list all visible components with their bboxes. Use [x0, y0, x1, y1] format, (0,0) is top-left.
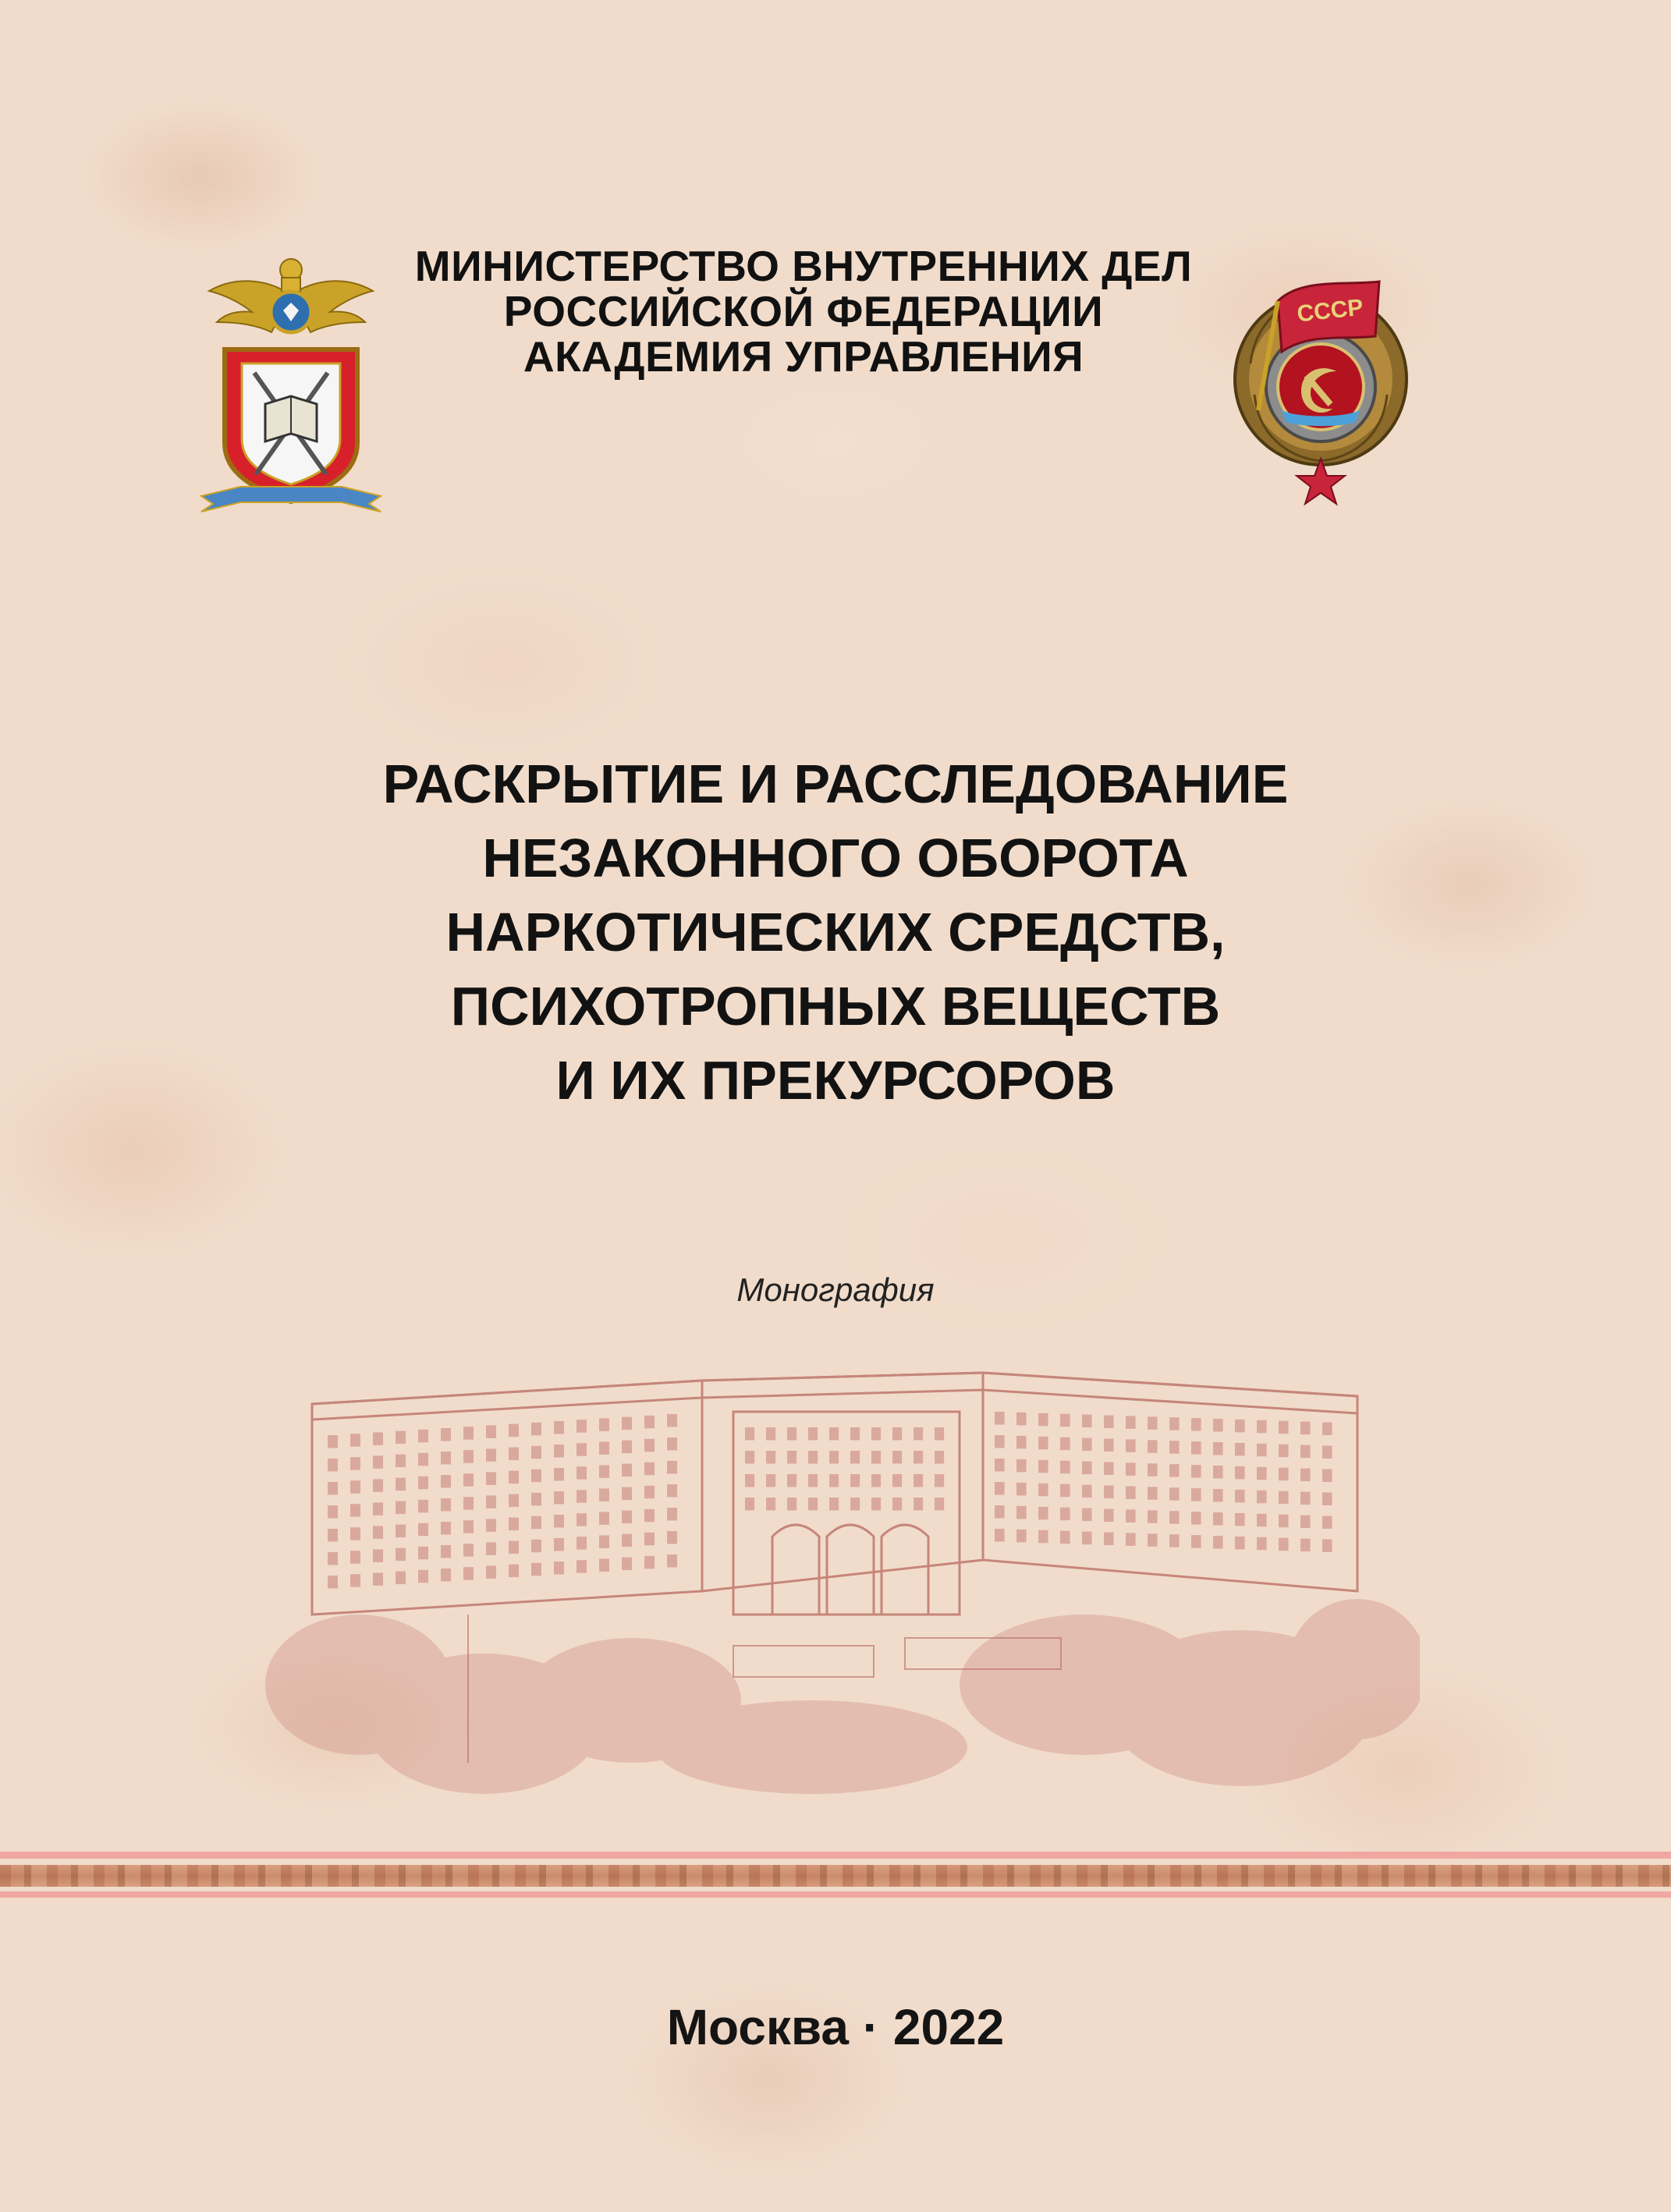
- building-window: [1257, 1537, 1267, 1551]
- building-window: [1279, 1468, 1289, 1481]
- building-window: [350, 1551, 360, 1564]
- building-window: [396, 1478, 406, 1491]
- building-window: [1169, 1464, 1180, 1477]
- building-window: [1104, 1486, 1114, 1499]
- building-window: [599, 1465, 609, 1478]
- building-window: [644, 1556, 655, 1569]
- building-window: [441, 1428, 451, 1441]
- building-window: [1060, 1508, 1070, 1521]
- building-window: [1213, 1512, 1223, 1526]
- building-window: [1016, 1483, 1027, 1496]
- building-window: [808, 1498, 818, 1511]
- building-window: [554, 1515, 564, 1528]
- building-window: [1082, 1415, 1092, 1428]
- building-window: [892, 1498, 902, 1511]
- building-window: [531, 1469, 541, 1483]
- building-window: [509, 1565, 519, 1578]
- building-window: [787, 1474, 796, 1487]
- building-window: [418, 1570, 428, 1583]
- building-window: [554, 1538, 564, 1551]
- building-window: [829, 1427, 839, 1441]
- building-window: [1169, 1417, 1180, 1430]
- building-window: [373, 1479, 383, 1492]
- building-window: [766, 1427, 775, 1441]
- book-genre: Монография: [736, 1271, 935, 1308]
- building-window: [328, 1552, 338, 1565]
- building-window: [1038, 1530, 1048, 1544]
- building-window: [1169, 1441, 1180, 1454]
- building-window: [509, 1424, 519, 1437]
- building-window: [1322, 1469, 1332, 1483]
- building-window: [1213, 1489, 1223, 1502]
- building-window: [441, 1452, 451, 1465]
- building-window: [1322, 1540, 1332, 1553]
- building-window: [622, 1511, 632, 1524]
- building-window: [787, 1451, 796, 1464]
- building-window: [808, 1451, 818, 1464]
- org-line-ministry: МИНИСТЕРСТВО ВНУТРЕННИХ ДЕЛ: [414, 242, 1193, 290]
- building-window: [1148, 1533, 1158, 1547]
- building-window: [644, 1462, 655, 1476]
- building-window: [509, 1494, 519, 1508]
- building-window: [1126, 1533, 1136, 1546]
- building-window: [1038, 1484, 1048, 1497]
- building-window: [644, 1439, 655, 1452]
- building-window: [850, 1427, 860, 1441]
- building-window: [1322, 1516, 1332, 1530]
- building-window: [1104, 1462, 1114, 1476]
- building-window: [1300, 1539, 1311, 1552]
- building-window: [328, 1505, 338, 1519]
- building-window: [396, 1572, 406, 1585]
- building-window: [1169, 1534, 1180, 1547]
- building-window: [1038, 1437, 1048, 1450]
- building-window: [935, 1451, 944, 1464]
- building-window: [1126, 1509, 1136, 1523]
- building-window: [1300, 1515, 1311, 1529]
- building-window: [667, 1484, 677, 1498]
- building-window: [1016, 1530, 1027, 1543]
- building-window: [1279, 1538, 1289, 1551]
- building-window: [1082, 1532, 1092, 1545]
- building-window: [531, 1516, 541, 1530]
- building-window: [850, 1451, 860, 1464]
- building-window: [745, 1451, 754, 1464]
- publication-place-year: Москва · 2022: [666, 1999, 1005, 2055]
- building-window: [1148, 1487, 1158, 1500]
- building-window: [808, 1427, 818, 1441]
- building-window: [1038, 1460, 1048, 1473]
- title-line-4: ПСИХОТРОПНЫХ ВЕЩЕСТВ: [450, 976, 1221, 1037]
- building-window: [622, 1558, 632, 1571]
- building-window: [463, 1427, 474, 1440]
- building-window: [418, 1500, 428, 1513]
- building-window: [1104, 1416, 1114, 1429]
- building-window: [350, 1480, 360, 1494]
- building-window: [745, 1427, 754, 1441]
- building-window: [914, 1498, 923, 1511]
- building-window: [1060, 1437, 1070, 1451]
- building-window: [396, 1548, 406, 1562]
- building-window: [509, 1448, 519, 1461]
- building-window: [914, 1451, 923, 1464]
- building-window: [1191, 1418, 1201, 1431]
- building-window: [1300, 1492, 1311, 1505]
- building-window: [1300, 1469, 1311, 1482]
- building-window: [850, 1498, 860, 1511]
- building-window: [486, 1542, 496, 1555]
- building-window: [599, 1558, 609, 1572]
- building-window: [373, 1572, 383, 1586]
- building-window: [486, 1565, 496, 1579]
- building-window: [1322, 1446, 1332, 1459]
- building-window: [1126, 1416, 1136, 1429]
- building-window: [1257, 1467, 1267, 1480]
- building-window: [441, 1569, 451, 1582]
- building-window: [577, 1443, 587, 1456]
- building-window: [1148, 1510, 1158, 1523]
- building-window: [486, 1472, 496, 1485]
- building-window: [745, 1474, 754, 1487]
- building-window: [1191, 1535, 1201, 1548]
- building-window: [871, 1427, 881, 1441]
- building-window: [766, 1474, 775, 1487]
- building-window: [328, 1459, 338, 1472]
- building-window: [995, 1435, 1005, 1448]
- building-window: [829, 1498, 839, 1511]
- building-window: [531, 1540, 541, 1553]
- building-window: [373, 1432, 383, 1445]
- building-window: [1148, 1463, 1158, 1476]
- building-window: [1060, 1484, 1070, 1498]
- building-window: [463, 1520, 474, 1533]
- building-window: [350, 1434, 360, 1447]
- building-window: [531, 1493, 541, 1506]
- building-window: [1016, 1506, 1027, 1519]
- building-window: [1300, 1422, 1311, 1435]
- building-window: [328, 1435, 338, 1448]
- building-window: [787, 1427, 796, 1441]
- building-window: [599, 1535, 609, 1548]
- building-window: [1104, 1533, 1114, 1546]
- building-window: [1279, 1491, 1289, 1505]
- building-window: [1213, 1419, 1223, 1432]
- building-window: [871, 1451, 881, 1464]
- title-line-3: НАРКОТИЧЕСКИХ СРЕДСТВ,: [445, 902, 1226, 962]
- building-window: [995, 1529, 1005, 1542]
- building-window: [1169, 1487, 1180, 1501]
- building-window: [418, 1430, 428, 1443]
- building-window: [418, 1476, 428, 1490]
- building-window: [1082, 1462, 1092, 1475]
- building-window: [577, 1513, 587, 1526]
- building-window: [486, 1495, 496, 1508]
- building-window: [1126, 1439, 1136, 1452]
- building-window: [599, 1488, 609, 1501]
- building-window: [644, 1509, 655, 1523]
- building-window: [531, 1423, 541, 1436]
- building-window: [577, 1466, 587, 1480]
- building-window: [1235, 1420, 1245, 1433]
- building-window: [644, 1533, 655, 1546]
- building-window: [622, 1487, 632, 1501]
- building-window: [622, 1417, 632, 1430]
- building-window: [1257, 1514, 1267, 1527]
- building-window: [599, 1441, 609, 1455]
- building-window: [1213, 1442, 1223, 1455]
- building-window: [328, 1529, 338, 1542]
- building-window: [995, 1412, 1005, 1425]
- building-window: [622, 1441, 632, 1454]
- building-window: [441, 1475, 451, 1488]
- org-line-academy: АКАДЕМИЯ УПРАВЛЕНИЯ: [523, 332, 1084, 381]
- building-window: [622, 1534, 632, 1547]
- title-line-5: И ИХ ПРЕКУРСОРОВ: [555, 1050, 1116, 1111]
- building-window: [1300, 1445, 1311, 1459]
- building-window: [1257, 1491, 1267, 1504]
- building-window: [531, 1446, 541, 1459]
- building-window: [995, 1459, 1005, 1472]
- title-line-2: НЕЗАКОННОГО ОБОРОТА: [482, 828, 1189, 888]
- building-window: [1060, 1461, 1070, 1474]
- building-window: [787, 1498, 796, 1511]
- building-window: [871, 1474, 881, 1487]
- building-window: [418, 1453, 428, 1466]
- building-window: [935, 1498, 944, 1511]
- book-title: [211, 747, 1460, 1118]
- building-window: [577, 1537, 587, 1550]
- building-window: [1148, 1440, 1158, 1453]
- academy-building-illustration: [265, 1357, 1420, 1802]
- building-window: [667, 1554, 677, 1568]
- building-window: [935, 1427, 944, 1441]
- building-window: [373, 1502, 383, 1515]
- building-window: [644, 1486, 655, 1499]
- building-window: [486, 1519, 496, 1532]
- building-window: [829, 1451, 839, 1464]
- building-window: [829, 1474, 839, 1487]
- building-window: [373, 1455, 383, 1469]
- building-window: [441, 1498, 451, 1512]
- building-window: [1148, 1416, 1158, 1430]
- building-window: [1082, 1508, 1092, 1522]
- divider-band-top: [0, 1852, 1671, 1859]
- building-window: [486, 1425, 496, 1438]
- building-window: [644, 1416, 655, 1429]
- building-window: [463, 1567, 474, 1580]
- building-window: [1060, 1531, 1070, 1544]
- building-window: [850, 1474, 860, 1487]
- building-window: [554, 1562, 564, 1575]
- building-window: [1191, 1512, 1201, 1525]
- building-window: [577, 1420, 587, 1433]
- banner-ussr-text: СССР: [1296, 294, 1365, 328]
- building-window: [1082, 1438, 1092, 1452]
- building-window: [1191, 1465, 1201, 1478]
- building-window: [745, 1498, 754, 1511]
- building-window: [1257, 1444, 1267, 1457]
- building-window: [892, 1427, 902, 1441]
- building-window: [577, 1560, 587, 1573]
- building-window: [509, 1471, 519, 1484]
- building-window: [1169, 1511, 1180, 1524]
- building-window: [554, 1491, 564, 1505]
- building-window: [373, 1549, 383, 1562]
- building-window: [531, 1563, 541, 1576]
- building-window: [350, 1457, 360, 1470]
- building-window: [667, 1414, 677, 1427]
- building-window: [441, 1522, 451, 1535]
- building-window: [396, 1431, 406, 1445]
- building-window: [350, 1574, 360, 1587]
- building-window: [486, 1448, 496, 1462]
- building-window: [935, 1474, 944, 1487]
- building-window: [914, 1474, 923, 1487]
- building-window: [373, 1526, 383, 1539]
- building-window: [995, 1505, 1005, 1519]
- building-window: [599, 1418, 609, 1431]
- divider-band-marble: [0, 1865, 1671, 1887]
- org-line-federation: РОССИЙСКОЙ ФЕДЕРАЦИИ: [503, 287, 1104, 335]
- building-window: [1279, 1421, 1289, 1434]
- building-window: [396, 1455, 406, 1468]
- building-window: [1104, 1509, 1114, 1523]
- building-window: [328, 1576, 338, 1589]
- building-window: [1322, 1423, 1332, 1436]
- building-window: [892, 1451, 902, 1464]
- building-window: [554, 1468, 564, 1481]
- building-window: [914, 1427, 923, 1441]
- building-window: [463, 1473, 474, 1487]
- building-window: [667, 1461, 677, 1474]
- academy-coat-of-arms-icon: [193, 248, 388, 516]
- building-window: [995, 1482, 1005, 1495]
- building-window: [1279, 1515, 1289, 1528]
- building-window: [509, 1518, 519, 1531]
- building-window: [1191, 1441, 1201, 1455]
- building-window: [622, 1464, 632, 1477]
- building-window: [1104, 1439, 1114, 1452]
- building-window: [1038, 1413, 1048, 1427]
- building-window: [892, 1474, 902, 1487]
- building-window: [599, 1512, 609, 1525]
- building-window: [554, 1421, 564, 1434]
- building-window: [463, 1497, 474, 1510]
- building-window: [1213, 1536, 1223, 1549]
- building-window: [1279, 1445, 1289, 1458]
- building-window: [1126, 1462, 1136, 1476]
- building-window: [1257, 1420, 1267, 1434]
- building-window: [1213, 1466, 1223, 1479]
- order-of-red-banner-of-labour-icon: [1223, 254, 1418, 512]
- divider-band-bottom: [0, 1891, 1671, 1898]
- building-window: [1235, 1466, 1245, 1480]
- building-window: [1235, 1537, 1245, 1550]
- building-window: [396, 1501, 406, 1515]
- building-window: [350, 1527, 360, 1540]
- building-window: [350, 1504, 360, 1517]
- building-window: [667, 1531, 677, 1544]
- building-window: [1235, 1490, 1245, 1503]
- building-window: [1126, 1486, 1136, 1499]
- building-window: [1191, 1488, 1201, 1501]
- organization-name: [406, 243, 1201, 379]
- building-window: [577, 1490, 587, 1503]
- building-window: [418, 1547, 428, 1560]
- building-window: [463, 1544, 474, 1557]
- building-window: [396, 1525, 406, 1538]
- building-window: [1322, 1493, 1332, 1506]
- building-window: [667, 1437, 677, 1451]
- building-window: [1235, 1443, 1245, 1456]
- building-window: [554, 1445, 564, 1458]
- building-window: [328, 1482, 338, 1495]
- building-window: [1016, 1436, 1027, 1449]
- building-window: [1082, 1485, 1092, 1498]
- building-window: [509, 1541, 519, 1554]
- building-window: [871, 1498, 881, 1511]
- building-window: [766, 1451, 775, 1464]
- building-window: [1235, 1513, 1245, 1526]
- building-window: [1016, 1459, 1027, 1473]
- building-window: [1038, 1507, 1048, 1520]
- building-window: [766, 1498, 775, 1511]
- building-window: [463, 1450, 474, 1463]
- title-line-1: РАСКРЫТИЕ И РАССЛЕДОВАНИЕ: [382, 753, 1289, 814]
- building-window: [418, 1523, 428, 1537]
- building-window: [1060, 1414, 1070, 1427]
- building-window: [808, 1474, 818, 1487]
- building-window: [1016, 1413, 1027, 1426]
- building-window: [441, 1545, 451, 1558]
- building-window: [667, 1508, 677, 1521]
